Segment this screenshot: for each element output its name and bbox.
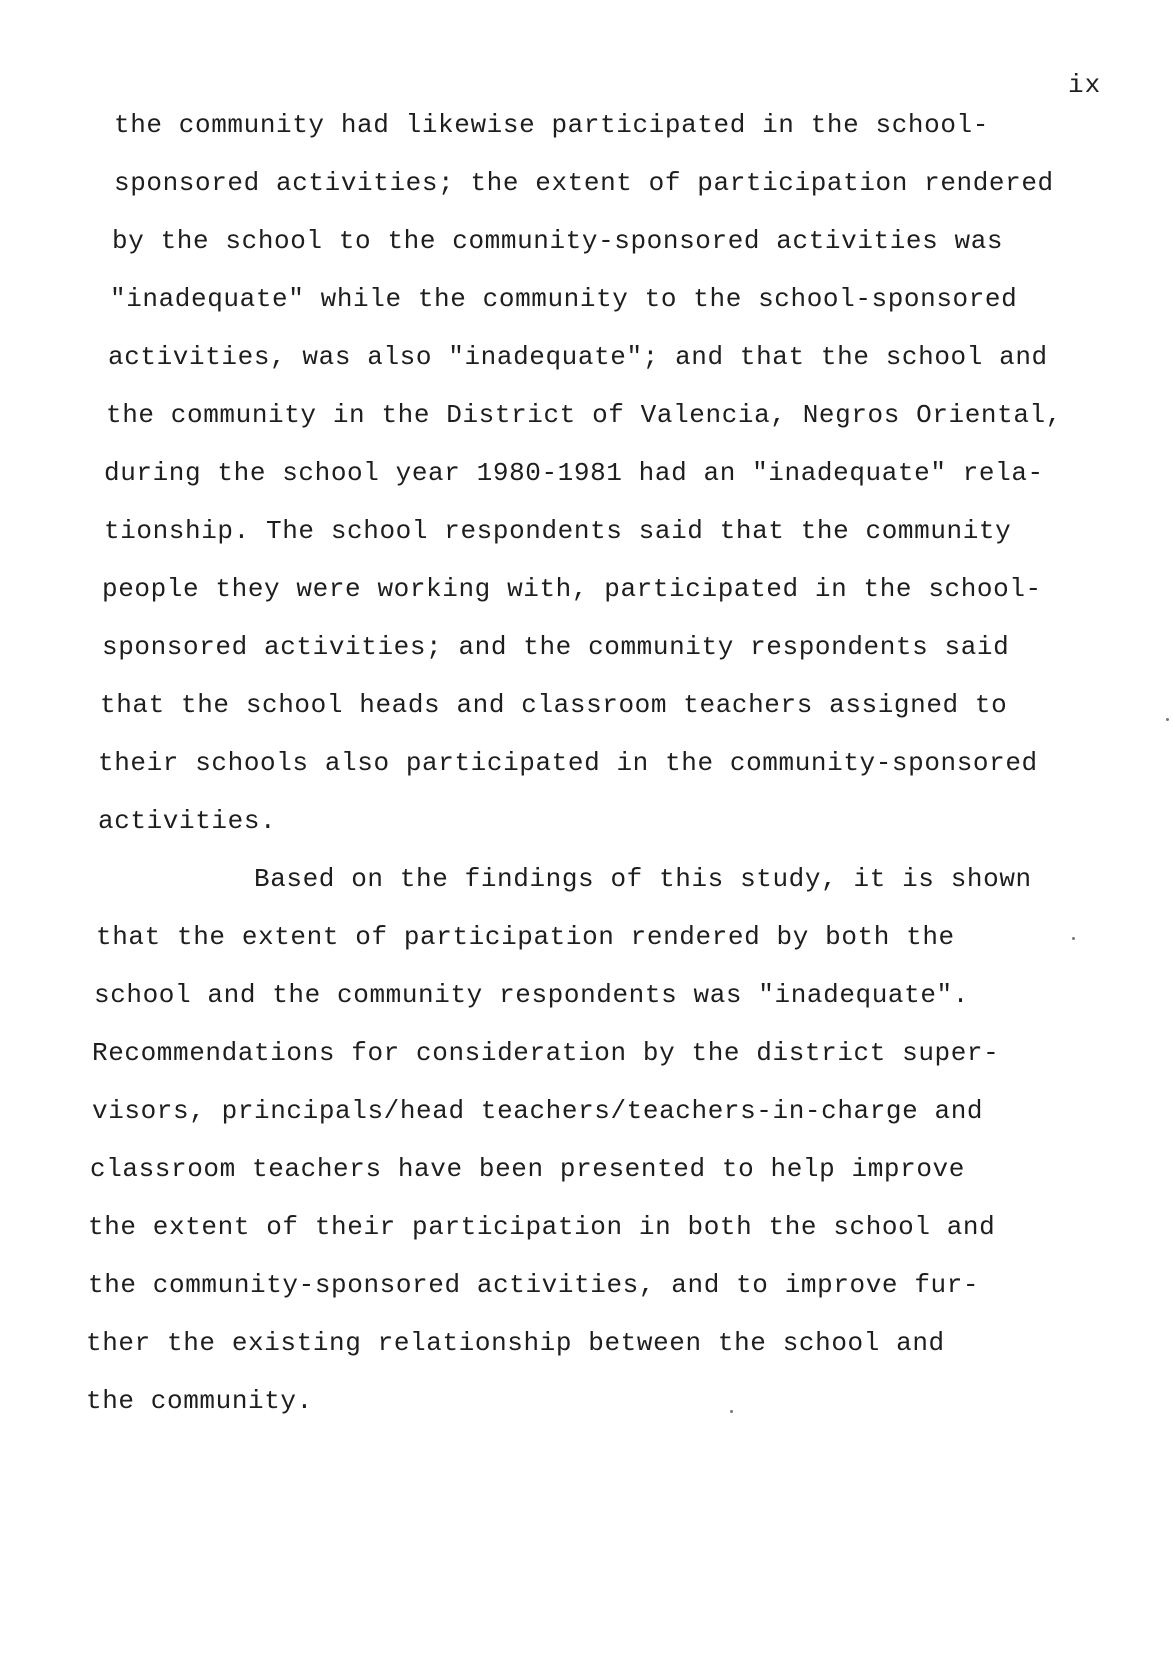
text-line: sponsored activities; the extent of participation rendered bbox=[114, 168, 1054, 198]
text-line: tionship. The school respondents said that the community bbox=[104, 516, 1012, 546]
text-line: "inadequate" while the community to the school-sponsored bbox=[110, 284, 1018, 314]
text-line: activities, was also "inadequate"; and that the school and bbox=[108, 342, 1048, 372]
text-line: that the extent of participation rendered by both the bbox=[96, 922, 955, 952]
text-line: visors, principals/head teachers/teachers-in-charge and bbox=[92, 1096, 984, 1126]
text-line: the community in the District of Valencia, Negros Oriental, bbox=[106, 400, 1062, 430]
text-line: their schools also participated in the community-sponsored bbox=[98, 748, 1038, 778]
scan-speck bbox=[730, 1410, 733, 1413]
scan-speck bbox=[1072, 937, 1075, 940]
page-number: ix bbox=[1068, 70, 1102, 100]
text-line: the community had likewise participated in the school- bbox=[114, 110, 989, 140]
text-line: by the school to the community-sponsored activities was bbox=[112, 226, 1004, 256]
text-line: activities. bbox=[98, 806, 277, 836]
text-line: Recommendations for consideration by the district super- bbox=[92, 1038, 1000, 1068]
text-line: sponsored activities; and the community respondents said bbox=[102, 632, 1010, 662]
text-line: Based on the findings of this study, it is shown bbox=[254, 864, 1032, 894]
text-line: classroom teachers have been presented to help improve bbox=[90, 1154, 965, 1184]
text-line: during the school year 1980-1981 had an "inadequate" rela- bbox=[104, 458, 1044, 488]
text-line: school and the community respondents was "inadequate". bbox=[94, 980, 969, 1010]
text-line: the community. bbox=[86, 1386, 313, 1416]
text-line: people they were working with, participated in the school- bbox=[102, 574, 1042, 604]
text-line: the community-sponsored activities, and to improve fur- bbox=[88, 1270, 980, 1300]
text-line: ther the existing relationship between the school and bbox=[86, 1328, 945, 1358]
text-line: that the school heads and classroom teachers assigned to bbox=[100, 690, 1008, 720]
scan-speck bbox=[1166, 718, 1169, 721]
text-line: the extent of their participation in both the school and bbox=[88, 1212, 996, 1242]
